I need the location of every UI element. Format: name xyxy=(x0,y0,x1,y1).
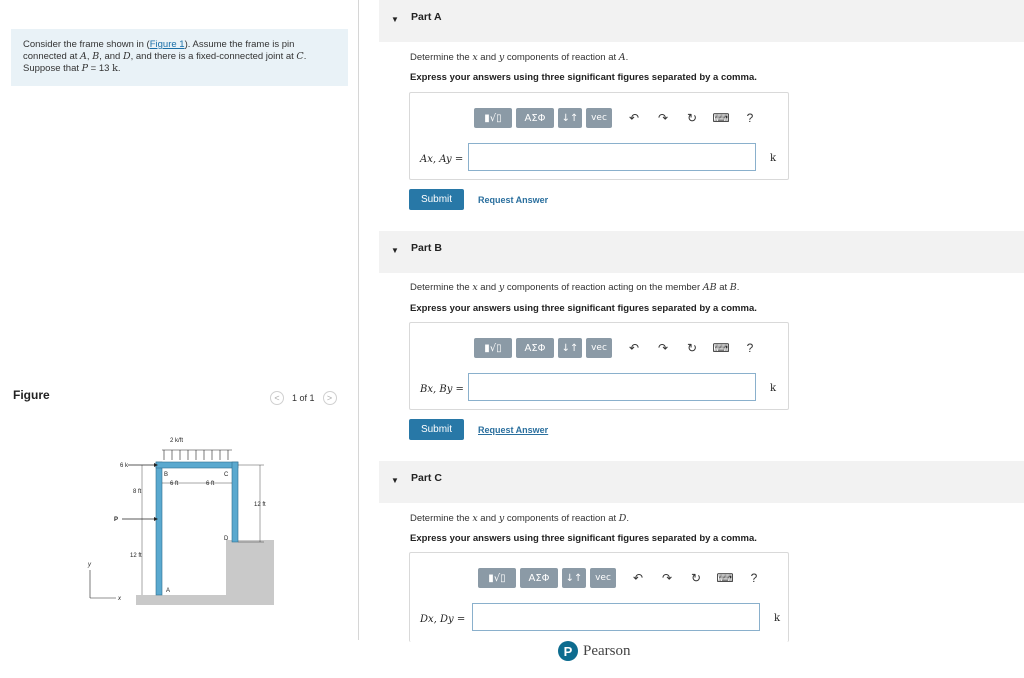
redo-icon[interactable]: ↷ xyxy=(661,571,673,585)
point-label: A xyxy=(618,52,626,63)
undo-icon[interactable]: ↶ xyxy=(632,571,644,585)
frame-figure[interactable] xyxy=(78,430,283,610)
part-b-instruction: Express your answers using three significant figures separated by a comma. xyxy=(410,303,757,314)
dim-12ft-right: 12 ft xyxy=(254,502,266,508)
question-text: components of reaction acting on the member xyxy=(504,282,703,293)
beam-bc xyxy=(156,462,238,468)
problem-text: , xyxy=(86,51,93,62)
part-b-request-answer-link[interactable]: Request Answer xyxy=(478,425,549,435)
point-c-label: C xyxy=(224,472,229,478)
part-b-header[interactable] xyxy=(379,231,1024,273)
reset-icon[interactable]: ↻ xyxy=(690,571,702,585)
brand-name: Pearson xyxy=(583,642,631,659)
part-c-answer-input[interactable] xyxy=(472,603,760,631)
question-text: and xyxy=(477,282,499,293)
vec-button[interactable]: vec xyxy=(586,108,612,128)
part-c-variable-label: Dx, Dy = xyxy=(420,614,466,625)
part-a-answer-input[interactable] xyxy=(468,143,756,171)
keyboard-icon[interactable]: ⌨ xyxy=(716,571,734,585)
question-text: . xyxy=(626,513,630,524)
figure-pager xyxy=(270,390,337,406)
point-a-label: A xyxy=(166,588,171,594)
var-y: y xyxy=(498,282,505,293)
dim-6ft-2: 6 ft xyxy=(206,481,215,487)
templates-button[interactable]: ▮√▯ xyxy=(474,108,512,128)
part-b-answer-input[interactable] xyxy=(468,373,756,401)
figure-link[interactable]: Figure 1 xyxy=(149,39,185,50)
problem-text: Suppose that xyxy=(23,63,82,74)
problem-text: . xyxy=(303,51,307,62)
part-c-unit: k xyxy=(774,613,781,624)
problem-text: . xyxy=(117,63,121,74)
force-6k-label: 6 k xyxy=(120,463,129,469)
math-toolbar xyxy=(474,108,761,128)
undo-icon[interactable]: ↶ xyxy=(628,111,640,125)
part-a-answer-box xyxy=(409,92,789,180)
part-a-question xyxy=(410,52,628,63)
help-icon[interactable]: ? xyxy=(750,571,758,585)
question-text: at xyxy=(716,282,730,293)
column-cd xyxy=(232,462,238,542)
dim-12ft-left: 12 ft xyxy=(130,553,142,559)
question-text: Determine the xyxy=(410,513,473,524)
question-text: and xyxy=(477,52,499,63)
templates-button[interactable]: ▮√▯ xyxy=(478,568,516,588)
problem-text: , and xyxy=(99,51,123,62)
dim-6ft-1: 6 ft xyxy=(170,481,179,487)
part-a-variable-label: Ax, Ay = xyxy=(420,154,464,165)
ground xyxy=(136,595,236,605)
keyboard-icon[interactable]: ⌨ xyxy=(712,341,730,355)
pearson-logo xyxy=(558,641,631,661)
vec-button[interactable]: vec xyxy=(590,568,616,588)
greek-button[interactable]: ΑΣΦ xyxy=(520,568,558,588)
collapse-caret-icon[interactable]: ▼ xyxy=(391,476,399,485)
point-b-label: B xyxy=(164,472,169,478)
greek-button[interactable]: ΑΣΦ xyxy=(516,338,554,358)
problem-text: Consider the frame shown in ( xyxy=(23,39,150,50)
figure-heading: Figure xyxy=(13,388,50,402)
problem-text: , and there is a fixed-connected joint at xyxy=(130,51,297,62)
dim-8ft: 8 ft xyxy=(133,489,142,495)
part-b-variable-label: Bx, By = xyxy=(420,384,464,395)
problem-text: ). Assume the frame is pin xyxy=(184,39,295,50)
force-p-label: P xyxy=(114,517,119,523)
question-text: . xyxy=(625,52,629,63)
vec-button[interactable]: vec xyxy=(586,338,612,358)
unit-label: k xyxy=(112,63,118,74)
figure-page-count: 1 of 1 xyxy=(292,393,315,403)
reset-icon[interactable]: ↻ xyxy=(686,111,698,125)
var-y: y xyxy=(498,52,505,63)
part-a-instruction: Express your answers using three significant figures separated by a comma. xyxy=(410,72,757,83)
question-text: Determine the xyxy=(410,282,473,293)
part-b-title: Part B xyxy=(411,242,442,254)
point-label: C xyxy=(296,51,304,62)
part-c-question xyxy=(410,513,629,524)
undo-icon[interactable]: ↶ xyxy=(628,341,640,355)
templates-button[interactable]: ▮√▯ xyxy=(474,338,512,358)
math-toolbar xyxy=(474,338,761,358)
collapse-caret-icon[interactable]: ▼ xyxy=(391,15,399,24)
distributed-load xyxy=(162,450,232,460)
question-text: and xyxy=(477,513,499,524)
y-axis-label: y xyxy=(88,562,91,568)
part-c-answer-box xyxy=(409,552,789,642)
load-label: 2 k/ft xyxy=(170,438,184,444)
problem-text: = 13 xyxy=(88,63,113,74)
arrows-button[interactable]: ↓↑ xyxy=(558,108,582,128)
part-c-title: Part C xyxy=(411,472,442,484)
keyboard-icon[interactable]: ⌨ xyxy=(712,111,730,125)
left-panel xyxy=(0,0,359,640)
next-figure-button[interactable]: > xyxy=(323,391,337,405)
help-icon[interactable]: ? xyxy=(746,111,754,125)
problem-text: connected at xyxy=(23,51,81,62)
problem-statement xyxy=(11,29,348,86)
redo-icon[interactable]: ↷ xyxy=(657,111,669,125)
collapse-caret-icon[interactable]: ▼ xyxy=(391,246,399,255)
math-toolbar xyxy=(478,568,765,588)
arrows-button[interactable]: ↓↑ xyxy=(558,338,582,358)
point-label: D xyxy=(122,51,131,62)
part-c-header[interactable] xyxy=(379,461,1024,503)
point-d-label: D xyxy=(224,536,229,542)
part-a-title: Part A xyxy=(411,11,442,23)
part-a-request-answer-link[interactable]: Request Answer xyxy=(478,195,549,205)
column-ab xyxy=(156,462,162,595)
part-a-header[interactable] xyxy=(379,0,1024,42)
part-c-instruction: Express your answers using three significant figures separated by a comma. xyxy=(410,533,757,544)
var-y: y xyxy=(498,513,505,524)
part-b-answer-box xyxy=(409,322,789,410)
support-block xyxy=(226,540,274,605)
prev-figure-button[interactable]: < xyxy=(270,391,284,405)
arrows-button[interactable]: ↓↑ xyxy=(562,568,586,588)
var-x: x xyxy=(472,52,478,63)
part-b-submit-button[interactable]: Submit xyxy=(409,419,464,440)
question-text: components of reaction at xyxy=(504,52,619,63)
point-label: B xyxy=(92,51,100,62)
point-label: B xyxy=(729,282,737,293)
x-axis-label: x xyxy=(118,596,121,602)
load-symbol: P xyxy=(81,63,89,74)
point-label: A xyxy=(80,51,87,62)
part-a-unit: k xyxy=(770,153,777,164)
var-x: x xyxy=(472,282,478,293)
question-text: Determine the xyxy=(410,52,473,63)
point-label: D xyxy=(618,513,627,524)
redo-icon[interactable]: ↷ xyxy=(657,341,669,355)
help-icon[interactable]: ? xyxy=(746,341,754,355)
part-b-question xyxy=(410,282,739,293)
part-b-unit: k xyxy=(770,383,777,394)
var-x: x xyxy=(472,513,478,524)
member-label: AB xyxy=(702,282,717,293)
part-a-submit-button[interactable]: Submit xyxy=(409,189,464,210)
pearson-icon: P xyxy=(558,641,578,661)
greek-button[interactable]: ΑΣΦ xyxy=(516,108,554,128)
right-panel xyxy=(379,0,1024,640)
question-text: components of reaction at xyxy=(504,513,619,524)
reset-icon[interactable]: ↻ xyxy=(686,341,698,355)
question-text: . xyxy=(736,282,740,293)
